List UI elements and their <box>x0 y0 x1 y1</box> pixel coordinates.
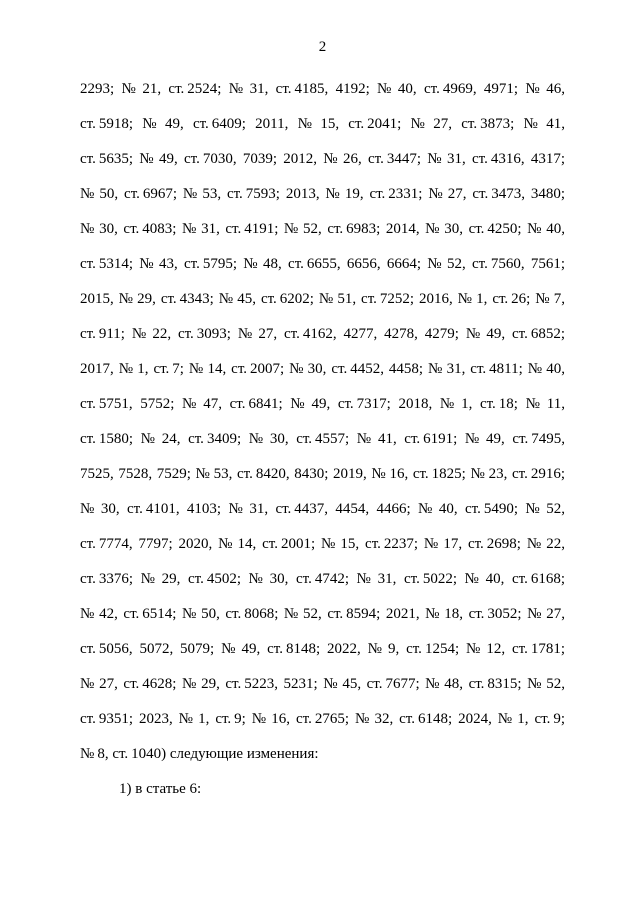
text-line: ст. 1580; № 24, ст. 3409; № 30, ст. 4557; № 41, ст. 6191; № 49, ст. 7495, <box>80 431 565 447</box>
page-number: 2 <box>318 39 327 55</box>
text-line: 2293; № 21, ст. 2524; № 31, ст. 4185, 4192; № 40, ст. 4969, 4971; № 46, <box>80 81 565 97</box>
text-line: № 30, ст. 4083; № 31, ст. 4191; № 52, ст. 6983; 2014, № 30, ст. 4250; № 40, <box>80 221 565 237</box>
amendment-item-1: 1) в статье 6: <box>119 781 202 797</box>
text-line: ст. 911; № 22, ст. 3093; № 27, ст. 4162, 4277, 4278, 4279; № 49, ст. 6852; <box>80 326 565 342</box>
text-line: № 8, ст. 1040) следующие изменения: <box>80 746 319 762</box>
text-line: ст. 7774, 7797; 2020, № 14, ст. 2001; № 15, ст. 2237; № 17, ст. 2698; № 22, <box>80 536 565 552</box>
text-line: 7525, 7528, 7529; № 53, ст. 8420, 8430; 2019, № 16, ст. 1825; № 23, ст. 2916; <box>80 466 565 482</box>
text-line: № 30, ст. 4101, 4103; № 31, ст. 4437, 4454, 4466; № 40, ст. 5490; № 52, <box>80 501 565 517</box>
text-line: № 50, ст. 6967; № 53, ст. 7593; 2013, № 19, ст. 2331; № 27, ст. 3473, 3480; <box>80 186 565 202</box>
text-line: 2015, № 29, ст. 4343; № 45, ст. 6202; № 51, ст. 7252; 2016, № 1, ст. 26; № 7, <box>80 291 565 307</box>
law-citations-paragraph <box>80 72 565 772</box>
text-line: ст. 5751, 5752; № 47, ст. 6841; № 49, ст. 7317; 2018, № 1, ст. 18; № 11, <box>80 396 565 412</box>
text-line: № 42, ст. 6514; № 50, ст. 8068; № 52, ст. 8594; 2021, № 18, ст. 3052; № 27, <box>80 606 565 622</box>
text-line: ст. 5918; № 49, ст. 6409; 2011, № 15, ст. 2041; № 27, ст. 3873; № 41, <box>80 116 565 132</box>
text-line: ст. 5056, 5072, 5079; № 49, ст. 8148; 2022, № 9, ст. 1254; № 12, ст. 1781; <box>80 641 565 657</box>
text-line: ст. 3376; № 29, ст. 4502; № 30, ст. 4742; № 31, ст. 5022; № 40, ст. 6168; <box>80 571 565 587</box>
text-line: 2017, № 1, ст. 7; № 14, ст. 2007; № 30, ст. 4452, 4458; № 31, ст. 4811; № 40, <box>80 361 565 377</box>
text-line: ст. 9351; 2023, № 1, ст. 9; № 16, ст. 2765; № 32, ст. 6148; 2024, № 1, ст. 9; <box>80 711 565 727</box>
text-line: ст. 5314; № 43, ст. 5795; № 48, ст. 6655, 6656, 6664; № 52, ст. 7560, 7561; <box>80 256 565 272</box>
text-line: № 27, ст. 4628; № 29, ст. 5223, 5231; № 45, ст. 7677; № 48, ст. 8315; № 52, <box>80 676 565 692</box>
text-line: ст. 5635; № 49, ст. 7030, 7039; 2012, № 26, ст. 3447; № 31, ст. 4316, 4317; <box>80 151 565 167</box>
